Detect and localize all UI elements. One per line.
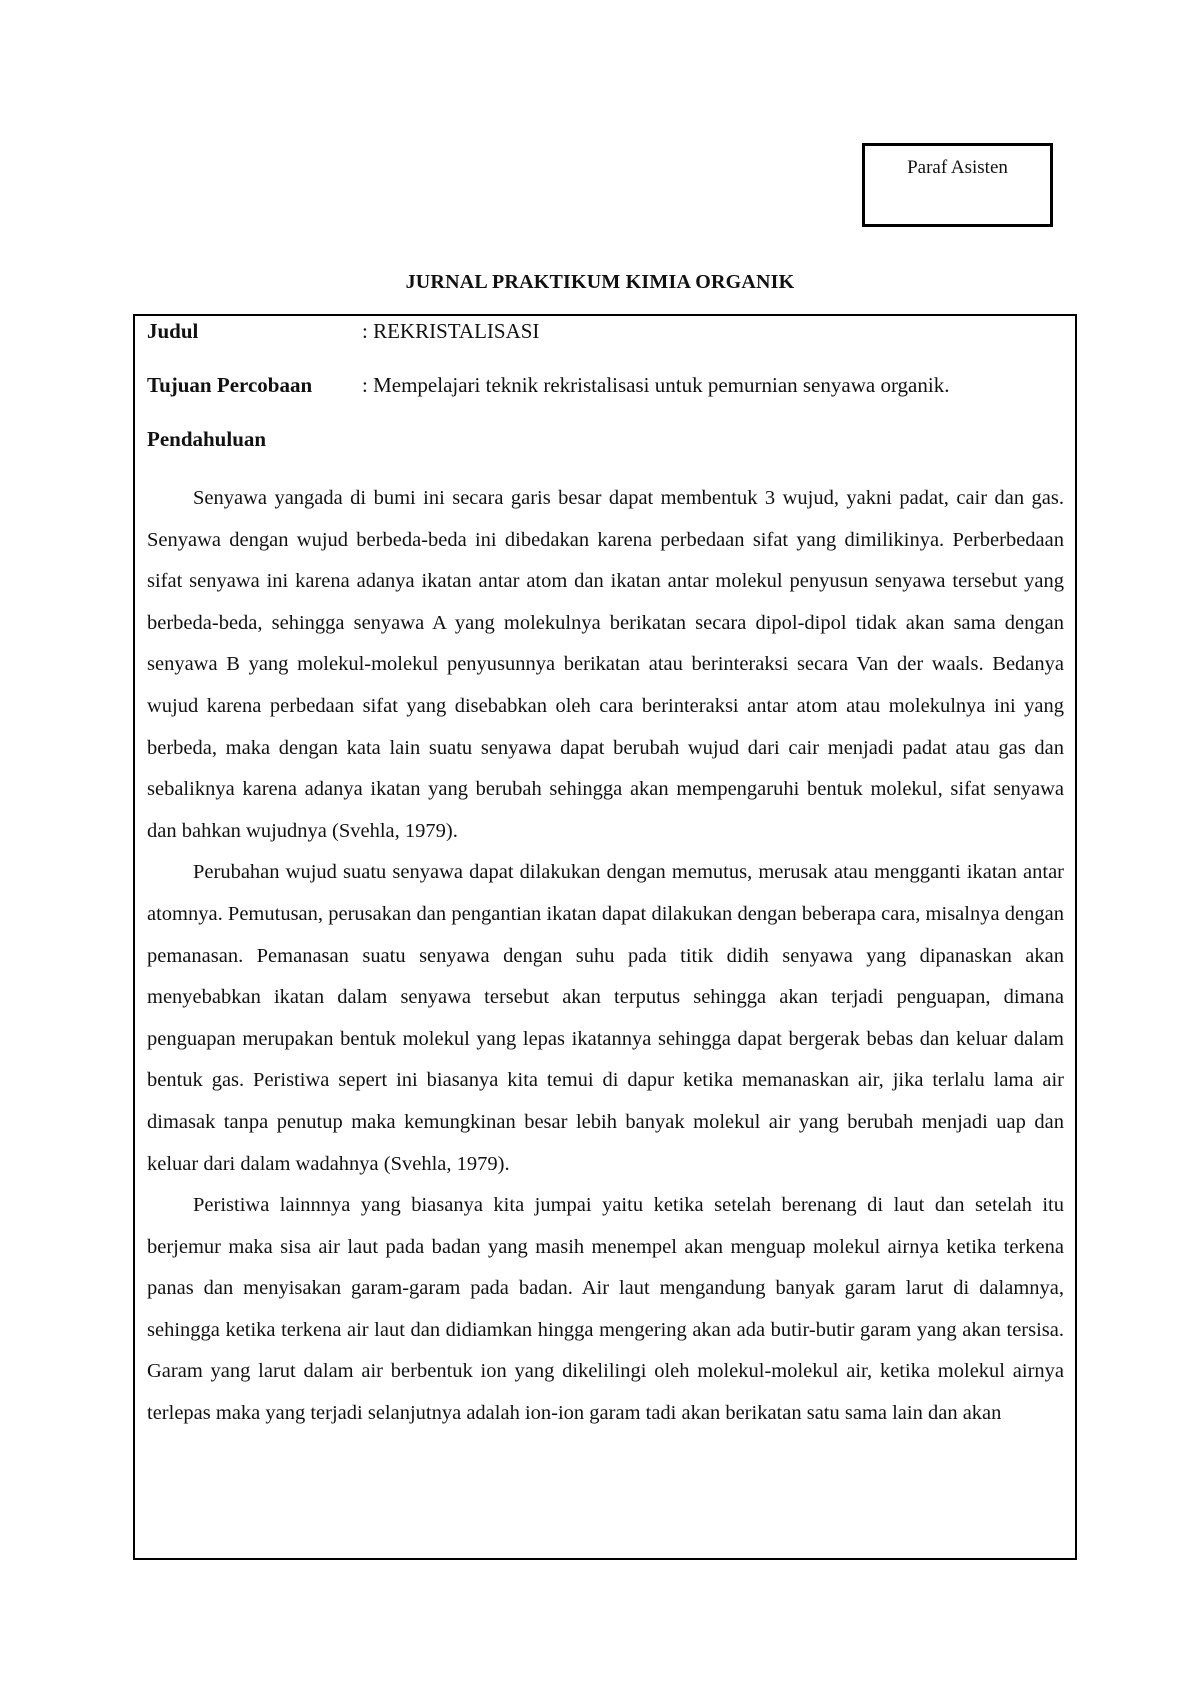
- field-judul-value: : REKRISTALISASI: [362, 319, 540, 343]
- field-tujuan-label: Tujuan Percobaan: [147, 373, 313, 397]
- journal-frame: [133, 314, 1077, 1560]
- paraf-asisten-box: [862, 143, 1053, 227]
- paragraph: Peristiwa lainnnya yang biasanya kita jumpai yaitu ketika setelah berenang di laut dan setelah itu berjemur maka sisa air laut pada badan yang masih menempel akan menguap molekul airnya ketika terkena panas dan menyisakan garam-garam pada badan. Air laut mengandung banyak garam larut di dalamnya, sehingga ketika terkena air laut dan didiamkan hingga mengering akan ada butir-butir garam yang akan tersisa. Garam yang larut dalam air berbentuk ion yang dikelilingi oleh molekul-molekul air, ketika molekul airnya terlepas maka yang terjadi selanjutnya adalah ion-ion garam tadi akan berikatan satu sama lain dan akan: [147, 1194, 1064, 1425]
- paragraph: Perubahan wujud suatu senyawa dapat dilakukan dengan memutus, merusak atau mengganti ikatan antar atomnya. Pemutusan, perusakan dan pengantian ikatan dapat dilakukan dengan beberapa cara, misalnya dengan pemanasan. Pemanasan suatu senyawa dengan suhu pada titik didih senyawa yang dipanaskan akan menyebabkan ikatan dalam senyawa tersebut akan terputus sehingga akan terjadi penguapan, dimana penguapan merupakan bentuk molekul yang lepas ikatannya sehingga dapat bergerak bebas dan keluar dalam bentuk gas. Peristiwa sepert ini biasanya kita temui di dapur ketika memanaskan air, jika terlalu lama air dimasak tanpa penutup maka kemungkinan besar lebih banyak molekul air yang berubah menjadi uap dan keluar dari dalam wadahnya (Svehla, 1979).: [147, 861, 1064, 1175]
- page-title: JURNAL PRAKTIKUM KIMIA ORGANIK: [405, 271, 795, 293]
- paraf-asisten-label: Paraf Asisten: [907, 157, 1008, 178]
- body-text: [147, 478, 1064, 1435]
- paragraph: Senyawa yangada di bumi ini secara garis besar dapat membentuk 3 wujud, yakni padat, cair dan gas. Senyawa dengan wujud berbeda-beda ini dibedakan karena perbedaan sifat yang dimilikinya. Perberbedaan sifat senyawa ini karena adanya ikatan antar atom dan ikatan antar molekul penyusun senyawa tersebut yang berbeda-beda, sehingga senyawa A yang molekulnya berikatan secara dipol-dipol tidak akan sama dengan senyawa B yang molekul-molekul penyusunnya berikatan atau berinteraksi secara Van der waals. Bedanya wujud karena perbedaan sifat yang disebabkan oleh cara berinteraksi antar atom atau molekulnya ini yang berbeda, maka dengan kata lain suatu senyawa dapat berubah wujud dari cair menjadi padat atau gas dan sebaliknya karena adanya ikatan yang berubah sehingga akan mempengaruhi bentuk molekul, sifat senyawa dan bahkan wujudnya (Svehla, 1979).: [147, 487, 1064, 842]
- field-tujuan-value: : Mempelajari teknik rekristalisasi untuk pemurnian senyawa organik.: [362, 373, 950, 397]
- field-judul-label: Judul: [147, 319, 199, 343]
- section-heading: Pendahuluan: [147, 427, 267, 451]
